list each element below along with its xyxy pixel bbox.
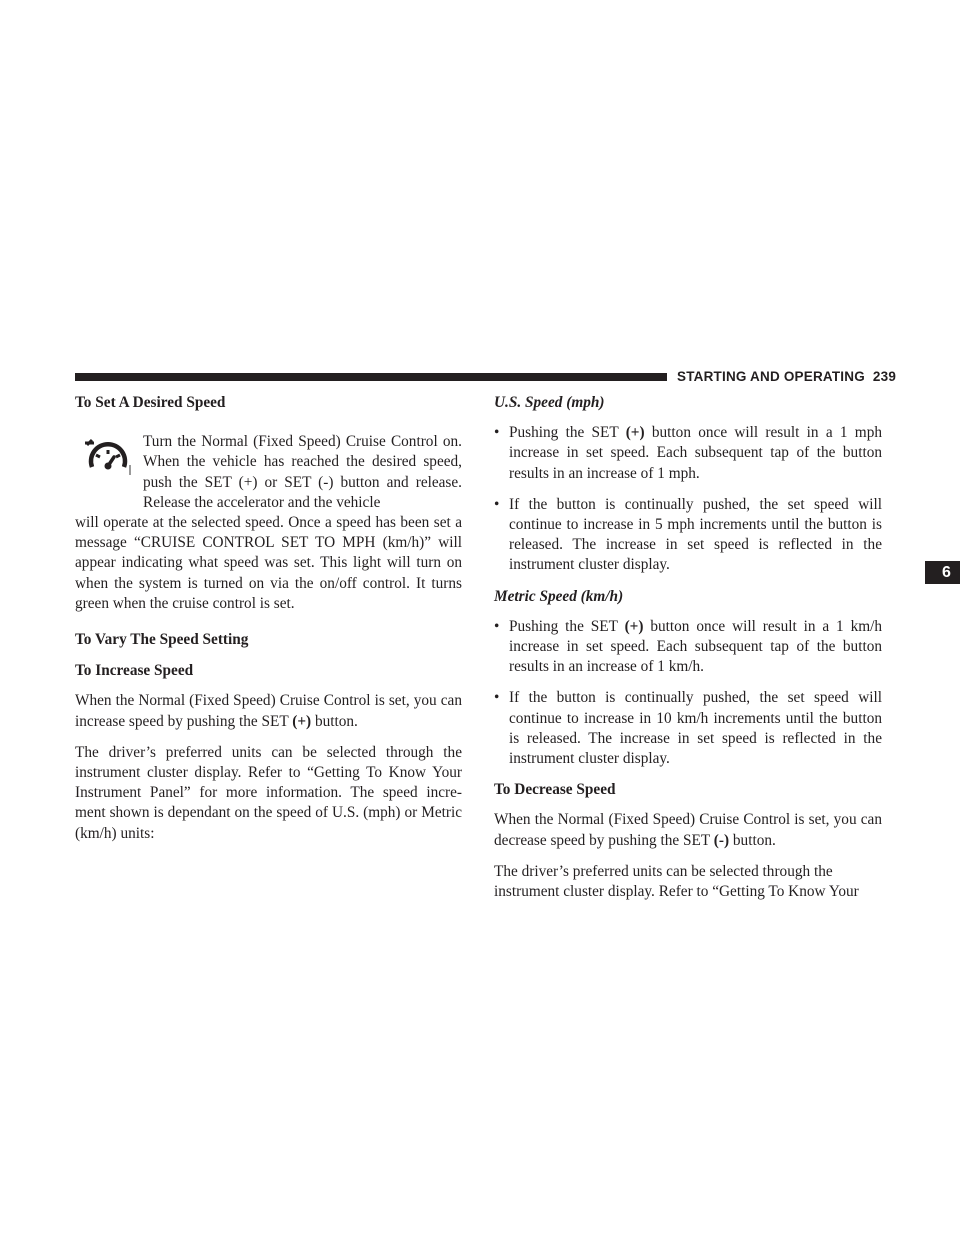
- heading-us-speed: U.S. Speed (mph): [494, 394, 605, 411]
- page-number: 239: [872, 369, 897, 384]
- bullet-text-end: button once will result in a 1 mph increase in set speed. Each subsequent tap of the button results in an increase of 1 mph.: [509, 424, 882, 482]
- set-plus-symbol: (+): [624, 617, 644, 635]
- section-title: STARTING AND OPERATING: [677, 369, 865, 384]
- heading-vary-speed: To Vary The Speed Setting: [75, 631, 249, 649]
- list-item: [494, 688, 882, 769]
- bullet-text: If the button is continually pushed, the set speed will continue to increase in 5 mph increments until the button is released. The increase in set speed is reflected in the instrument cluster display.: [509, 495, 882, 574]
- header-rule: [75, 373, 667, 381]
- list-item: [494, 617, 882, 678]
- bullet-icon: •: [494, 617, 500, 635]
- running-header: [677, 369, 897, 385]
- intro-wrapped-text: Turn the Normal (Fixed Speed) Cruise Control on. When the vehicle has reached the desired speed, push the SET (+) or SET (-) button and release. Release the accelerator and the vehicle: [143, 433, 462, 511]
- heading-set-desired-speed: To Set A Desired Speed: [75, 394, 226, 411]
- cruise-control-speedometer-icon: [83, 437, 133, 481]
- chapter-tab[interactable]: 6: [925, 561, 960, 584]
- intro-continued-text: will operate at the selected speed. Once a speed has been set a message “CRUISE CONTROL SET TO MPH (km/h)” will appear indicating what speed was set. This light will turn on when the system is turned on via the on/off control. It turns green when the cruise control is set.: [75, 514, 462, 612]
- decrease-text-end: button.: [732, 831, 776, 849]
- set-plus-symbol: (+): [292, 712, 312, 730]
- heading-metric-speed: Metric Speed (km/h): [494, 587, 624, 605]
- decrease-paragraph: [494, 810, 882, 850]
- list-item: [494, 495, 882, 576]
- cruise-icon-paragraph: [75, 432, 462, 513]
- heading-decrease-speed: To Decrease Speed: [494, 781, 616, 799]
- bullet-text: If the button is continually pushed, the set speed will continue to increase in 10 km/h increments until the button is released. The increase in set speed is reflected in the instrument cluster display.: [509, 689, 882, 768]
- bullet-icon: •: [494, 424, 500, 442]
- bullet-text-end: button once will result in a 1 km/h increase in set speed. Each subsequent tap of the button results in an increase of 1 km/h.: [509, 617, 883, 676]
- heading-increase-speed: To Increase Speed: [75, 662, 194, 680]
- left-column: [75, 393, 462, 855]
- bullet-icon: •: [494, 689, 500, 707]
- units-paragraph: The driver’s preferred units can be selected through the instrument cluster display. Refer to “Getting To Know Your Instrument Panel” for more information. The speed incre- ment shown is dependant on the speed of U.S. (mph) or Metric (km/h) units:: [75, 743, 462, 842]
- decrease-text: When the Normal (Fixed Speed) Cruise Control is set, you can decrease speed by pushing the SET: [494, 811, 882, 849]
- increase-text: When the Normal (Fixed Speed) Cruise Control is set, you can increase speed by pushing the SET: [75, 692, 462, 730]
- units-paragraph-right: The driver’s preferred units can be selected through the instrument cluster display. Refer to “Getting To Know Your: [494, 862, 859, 901]
- set-plus-symbol: (+): [625, 424, 645, 442]
- bullet-text: Pushing the SET: [509, 617, 618, 635]
- increase-text-end: button.: [314, 712, 358, 730]
- right-column: [494, 393, 882, 913]
- list-item: [494, 423, 882, 484]
- increase-paragraph: [75, 691, 462, 731]
- bullet-text: Pushing the SET: [509, 424, 619, 442]
- set-minus-symbol: (-): [713, 831, 730, 849]
- bullet-icon: •: [494, 495, 500, 513]
